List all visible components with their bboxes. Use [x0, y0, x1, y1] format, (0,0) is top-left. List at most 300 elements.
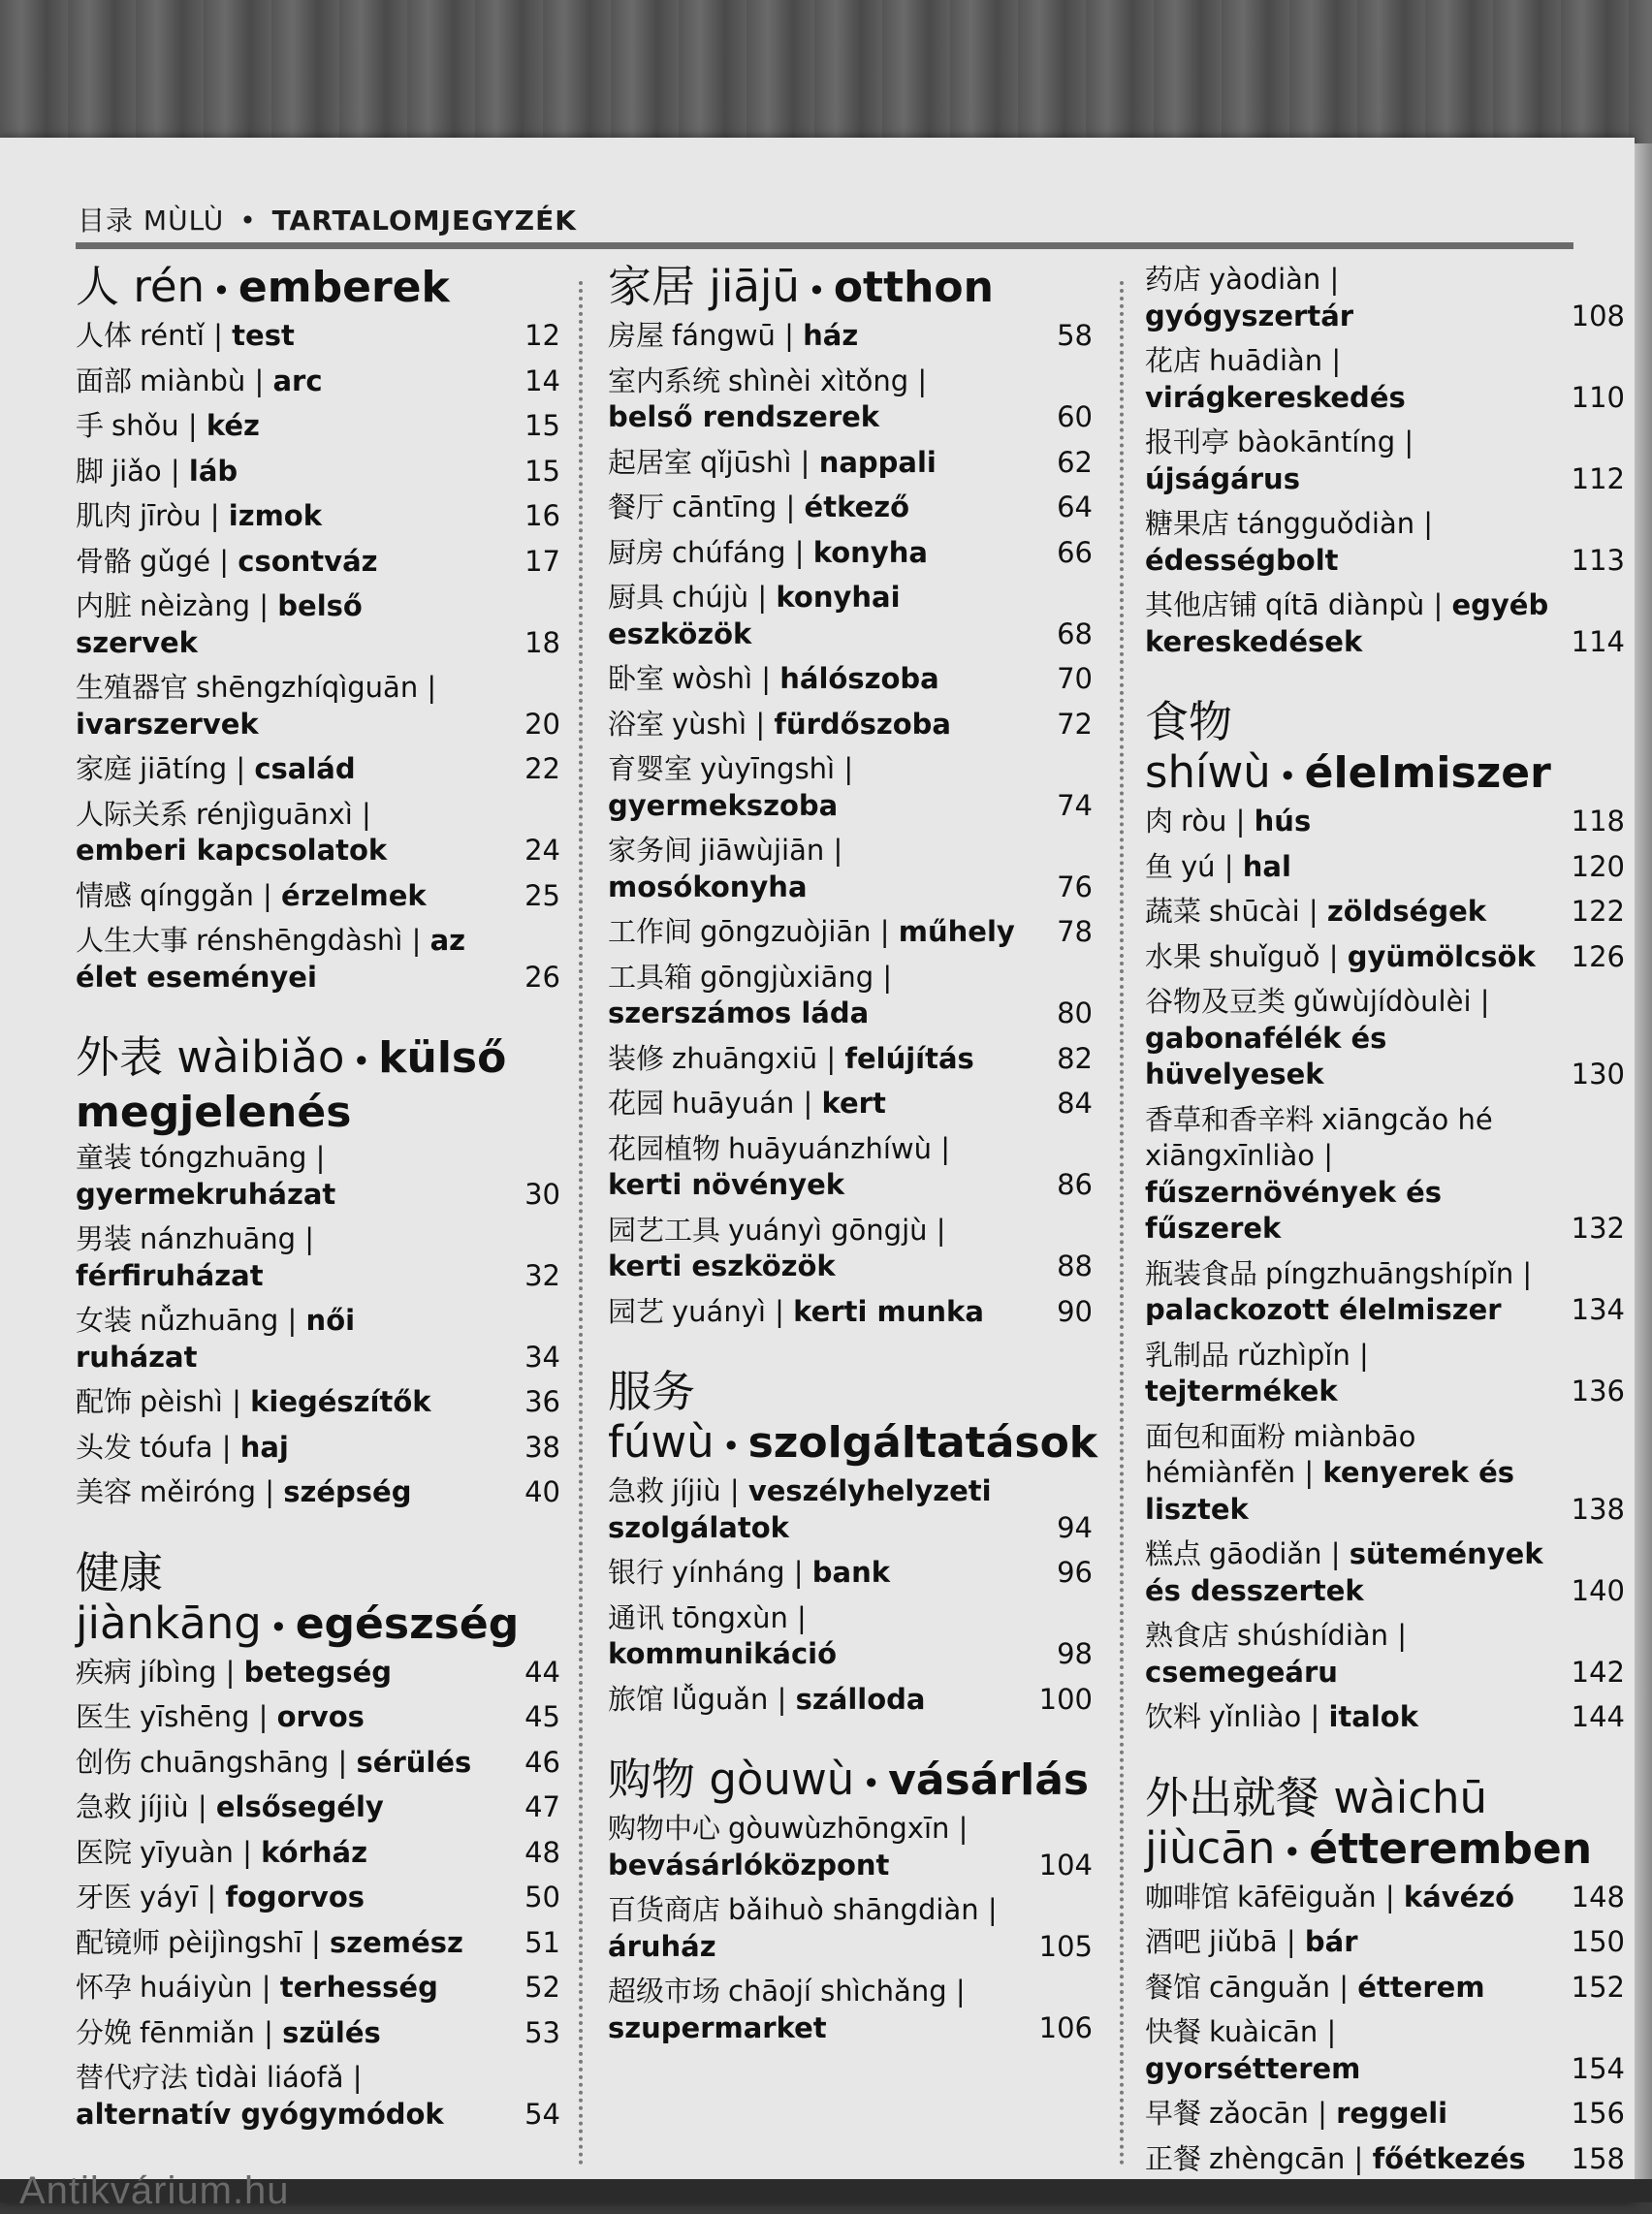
entry-cn: 咖啡馆 — [1145, 1880, 1230, 1914]
entry-cn: 香草和香辛料 — [1145, 1102, 1315, 1136]
toc-entry[interactable] — [76, 1745, 560, 1782]
toc-entry[interactable] — [1145, 506, 1625, 579]
entry-separator: | — [255, 1475, 284, 1508]
entry-text — [76, 878, 427, 915]
entry-text — [608, 1600, 1015, 1673]
entry-hu: egyéb kereskedések — [1145, 588, 1549, 658]
section-title — [76, 262, 560, 316]
section-title-hu: otthon — [833, 263, 994, 312]
toc-entry[interactable] — [608, 535, 1093, 572]
section-title — [76, 1032, 560, 1138]
entry-hu: arc — [272, 364, 323, 397]
entry-pinyin: shúshídiàn — [1237, 1619, 1389, 1652]
toc-section — [608, 1755, 1093, 2046]
toc-entry[interactable] — [76, 318, 560, 355]
entry-cn: 工作间 — [608, 915, 693, 948]
entry-text — [1145, 1419, 1552, 1529]
entry-pinyin: cānguǎn — [1209, 1970, 1331, 2004]
entry-separator: | — [302, 1925, 330, 1959]
entry-cn: 室内系统 — [608, 364, 721, 397]
entry-hu: orvos — [276, 1700, 365, 1733]
entry-text — [76, 454, 238, 490]
toc-entry[interactable] — [1145, 2141, 1625, 2178]
entry-separator: | — [1330, 1970, 1358, 2004]
entry-separator: | — [784, 1556, 812, 1589]
entry-cn: 起居室 — [608, 445, 693, 479]
entry-pinyin: yàodiàn — [1209, 263, 1321, 296]
entry-pinyin: gōngzuòjiān — [700, 915, 872, 948]
entry-text — [608, 1892, 1015, 1965]
section-title-pinyin: wàibiǎo — [176, 1031, 345, 1083]
entry-cn: 男装 — [76, 1222, 133, 1255]
entry-cn: 鱼 — [1145, 849, 1174, 883]
toc-entry[interactable] — [608, 1892, 1093, 1965]
toc-entry[interactable] — [76, 364, 560, 400]
section-title-pinyin: fúwù — [608, 1416, 715, 1468]
section-title-cn: 人 — [76, 261, 120, 312]
entry-cn: 厨具 — [608, 581, 665, 614]
toc-entry[interactable] — [76, 1221, 560, 1294]
entry-hu: italok — [1328, 1700, 1418, 1733]
toc-entry[interactable] — [608, 318, 1093, 355]
entry-pinyin: qítā diànpù — [1265, 588, 1425, 621]
section-title-cn: 购物 — [608, 1754, 696, 1805]
toc-section — [1145, 262, 1625, 660]
toc-entry[interactable] — [1145, 894, 1625, 931]
header-dot: • — [239, 205, 257, 237]
toc-entry[interactable] — [1145, 343, 1625, 416]
entry-page-number: 51 — [524, 1925, 560, 1959]
entry-pinyin: rénshēngdàshì — [196, 924, 403, 957]
toc-entry[interactable] — [1145, 2014, 1625, 2087]
entry-cn: 浴室 — [608, 707, 665, 741]
toc-entry[interactable] — [76, 1655, 560, 1692]
toc-entry[interactable] — [608, 364, 1093, 436]
entry-cn: 医生 — [76, 1700, 133, 1733]
toc-entry[interactable] — [608, 960, 1093, 1032]
toc-entry[interactable] — [608, 1294, 1093, 1331]
entry-cn: 生殖器官 — [76, 671, 189, 704]
entry-pinyin: yú — [1181, 849, 1216, 883]
entry-page-number: 64 — [1057, 490, 1093, 523]
toc-entry[interactable] — [608, 1086, 1093, 1123]
entry-separator: | — [204, 319, 233, 352]
entry-pinyin: tóngzhuāng — [140, 1141, 307, 1174]
entry-cn: 蔬菜 — [1145, 895, 1202, 928]
entry-separator: | — [178, 409, 206, 442]
entry-cn: 糖果店 — [1145, 507, 1230, 540]
entry-page-number: 62 — [1057, 445, 1093, 479]
entry-hu: test — [232, 319, 295, 352]
toc-entry[interactable] — [76, 588, 560, 661]
entry-pinyin: gǔgé — [140, 544, 211, 578]
entry-page-number: 15 — [524, 409, 560, 442]
entry-page-number: 14 — [524, 364, 560, 397]
entry-cn: 童装 — [76, 1141, 133, 1174]
entry-text — [76, 1303, 483, 1376]
toc-entry[interactable] — [76, 878, 560, 915]
toc-entry[interactable] — [608, 707, 1093, 743]
toc-entry[interactable] — [1145, 1536, 1625, 1609]
entry-page-number: 142 — [1571, 1655, 1625, 1689]
entry-hu: sütemények és desszertek — [1145, 1537, 1543, 1607]
toc-entry[interactable] — [608, 490, 1093, 526]
entry-separator: | — [791, 445, 819, 479]
entry-text — [76, 1699, 365, 1736]
entry-hu: kávézó — [1403, 1880, 1515, 1914]
entry-hu: gyermekruházat — [76, 1177, 336, 1211]
entry-text — [76, 1384, 431, 1421]
toc-column-1 — [76, 262, 560, 2169]
toc-entry[interactable] — [608, 1213, 1093, 1285]
section-title-cn: 食物 — [1145, 696, 1233, 747]
entry-cn: 水果 — [1145, 939, 1202, 973]
entry-page-number: 34 — [524, 1340, 560, 1374]
entry-pinyin: zhèngcān — [1209, 2141, 1346, 2175]
entry-text — [1145, 1699, 1418, 1736]
toc-entry[interactable] — [608, 1600, 1093, 1673]
entry-hu: bank — [811, 1556, 891, 1589]
entry-page-number: 130 — [1571, 1058, 1625, 1091]
toc-section — [1145, 697, 1625, 1736]
toc-entry[interactable] — [76, 670, 560, 743]
toc-entry[interactable] — [76, 454, 560, 490]
entry-hu: elsősegély — [215, 1790, 384, 1823]
section-title-pinyin: jiànkāng — [76, 1597, 262, 1649]
entry-separator: | — [1320, 263, 1340, 296]
entry-pinyin: shìnèi xìtǒng — [728, 364, 909, 397]
entry-text — [76, 1789, 384, 1826]
toc-entry[interactable] — [76, 1880, 560, 1916]
entry-hu: fogorvos — [225, 1881, 365, 1914]
entry-separator: | — [233, 1835, 262, 1869]
entry-cn: 快餐 — [1145, 2015, 1202, 2048]
entry-text — [1145, 343, 1552, 416]
entry-separator: | — [871, 915, 899, 948]
toc-entry[interactable] — [1145, 1880, 1625, 1916]
entry-page-number: 44 — [524, 1655, 560, 1689]
entry-cn: 早餐 — [1145, 2097, 1202, 2130]
entry-cn: 育婴室 — [608, 752, 693, 785]
entry-separator: | — [249, 1700, 277, 1733]
toc-entry[interactable] — [76, 2060, 560, 2133]
toc-entry[interactable] — [76, 1835, 560, 1872]
toc-column-3 — [1145, 262, 1625, 2214]
toc-entry[interactable] — [76, 498, 560, 535]
entry-cn: 家庭 — [76, 752, 133, 785]
entry-cn: 面包和面粉 — [1145, 1419, 1287, 1453]
toc-entry[interactable] — [608, 833, 1093, 905]
toc-entry[interactable] — [1145, 1970, 1625, 2007]
entry-text — [608, 751, 1015, 824]
entry-page-number: 70 — [1057, 662, 1093, 695]
entry-pinyin: jiǎo — [111, 454, 162, 488]
toc-entry[interactable] — [76, 2015, 560, 2052]
toc-entry[interactable] — [608, 914, 1093, 951]
entry-separator: | — [794, 1087, 822, 1120]
toc-entry[interactable] — [608, 1473, 1093, 1546]
toc-entry[interactable] — [1145, 587, 1625, 660]
entry-page-number: 114 — [1571, 624, 1625, 658]
entry-cn: 谷物及豆类 — [1145, 985, 1287, 1018]
entry-text — [608, 707, 951, 743]
entry-hu: kerti növények — [608, 1168, 845, 1201]
entry-text — [608, 833, 1015, 905]
entry-page-number: 100 — [1038, 1682, 1093, 1716]
entry-text — [76, 544, 378, 581]
toc-entry[interactable] — [76, 1140, 560, 1213]
toc-entry[interactable] — [1145, 984, 1625, 1093]
entry-pinyin: yīyuàn — [140, 1835, 234, 1869]
entry-pinyin: bǎihuò shāngdiàn — [728, 1893, 979, 1926]
section-title — [1145, 1773, 1625, 1878]
entry-page-number: 15 — [524, 454, 560, 488]
entry-text — [1145, 2141, 1526, 2178]
entry-pinyin: tìdài liáofǎ — [196, 2061, 344, 2094]
entry-hu: bevásárlóközpont — [608, 1848, 890, 1882]
entry-pinyin: shēngzhíqìguān — [196, 671, 419, 704]
entry-pinyin: chúfáng — [672, 535, 786, 569]
toc-entry[interactable] — [76, 1970, 560, 2007]
entry-cn: 女装 — [76, 1304, 133, 1337]
entry-pinyin: yuányì — [672, 1294, 766, 1328]
toc-entry[interactable] — [608, 580, 1093, 652]
entry-hu: belső szervek — [76, 589, 363, 659]
entry-separator: | — [1301, 1700, 1329, 1733]
entry-page-number: 136 — [1571, 1375, 1625, 1407]
entry-separator: | — [188, 1790, 216, 1823]
entry-cn: 工具箱 — [608, 960, 693, 994]
toc-entry[interactable] — [76, 751, 560, 788]
entry-pinyin: miànbù — [140, 364, 246, 397]
toc-entry[interactable] — [608, 661, 1093, 698]
entry-hu: édességbolt — [1145, 543, 1339, 577]
entry-text — [76, 2015, 381, 2052]
entry-separator: | — [874, 960, 893, 994]
section-title-hu: vásárlás — [888, 1755, 1090, 1805]
toc-section — [608, 1366, 1098, 1718]
entry-cn: 其他店铺 — [1145, 588, 1258, 621]
entry-page-number: 108 — [1571, 299, 1625, 332]
toc-entry[interactable] — [608, 1811, 1093, 1883]
entry-pinyin: kuàicān — [1209, 2015, 1318, 2048]
toc-entry[interactable] — [1145, 1256, 1625, 1329]
entry-separator: | — [161, 454, 189, 488]
entry-separator: | — [1322, 344, 1342, 377]
entry-text — [608, 1131, 1015, 1204]
entry-pinyin: qǐjūshì — [700, 445, 792, 479]
entry-page-number: 90 — [1057, 1294, 1093, 1328]
entry-hu: kenyerek és lisztek — [1145, 1456, 1515, 1526]
toc-entry[interactable] — [76, 1789, 560, 1826]
entry-text — [76, 1970, 438, 2007]
entry-text — [1145, 1924, 1358, 1961]
entry-pinyin: fángwū — [672, 319, 776, 352]
entry-cn: 糕点 — [1145, 1537, 1202, 1570]
toc-entry[interactable] — [1145, 1618, 1625, 1691]
entry-pinyin: cāntīng — [672, 490, 778, 523]
toc-entry[interactable] — [608, 1041, 1093, 1078]
entry-text — [76, 1880, 365, 1916]
entry-page-number: 24 — [524, 834, 560, 867]
toc-entry[interactable] — [76, 544, 560, 581]
entry-hu: ivarszervek — [76, 707, 259, 741]
entry-pinyin: lǚguǎn — [672, 1682, 769, 1716]
entry-text — [1145, 262, 1552, 334]
toc-entry[interactable] — [1145, 939, 1625, 976]
section-title — [76, 1548, 560, 1653]
entry-page-number: 94 — [1057, 1510, 1093, 1544]
entry-separator: | — [775, 319, 804, 352]
entry-pinyin: yǐnliào — [1209, 1700, 1302, 1733]
entry-page-number: 118 — [1571, 805, 1625, 838]
entry-page-number: 45 — [524, 1700, 560, 1733]
toc-entry[interactable] — [608, 751, 1093, 824]
entry-page-number: 138 — [1571, 1492, 1625, 1526]
entry-page-number: 26 — [524, 960, 560, 994]
entry-text — [1145, 1536, 1552, 1609]
entry-cn: 分娩 — [76, 2015, 133, 2049]
toc-entry[interactable] — [76, 797, 560, 870]
entry-cn: 旅馆 — [608, 1682, 665, 1716]
entry-hu: gabonafélék és hüvelyesek — [1145, 1021, 1387, 1091]
entry-pinyin: yīshēng — [140, 1700, 250, 1733]
entry-hu: mosókonyha — [608, 870, 808, 903]
watermark: Antikvárium.hu — [19, 2169, 290, 2212]
entry-text — [76, 1655, 392, 1692]
entry-pinyin: nǚzhuāng — [140, 1304, 279, 1337]
toc-entry[interactable] — [608, 445, 1093, 482]
column-separator — [579, 281, 583, 2167]
entry-page-number: 20 — [524, 707, 560, 741]
entry-text — [608, 445, 937, 482]
column-separator — [1120, 281, 1124, 2167]
entry-text — [608, 1086, 886, 1123]
toc-entry[interactable] — [76, 1303, 560, 1376]
entry-separator: | — [768, 1682, 796, 1716]
entry-page-number: 113 — [1571, 543, 1625, 577]
entry-pinyin: píngzhuāngshípǐn — [1265, 1256, 1514, 1290]
toc-entry[interactable] — [1145, 1924, 1625, 1961]
entry-pinyin: měiróng — [140, 1475, 256, 1508]
entry-page-number: 17 — [524, 544, 560, 578]
entry-separator: | — [747, 707, 775, 741]
entry-text — [1145, 1256, 1552, 1329]
toc-column-2 — [608, 261, 1098, 2083]
entry-text — [76, 2060, 483, 2133]
entry-hu: gyümölcsök — [1347, 939, 1536, 973]
entry-hu: palackozott élelmiszer — [1145, 1293, 1502, 1326]
entry-text — [608, 960, 1015, 1032]
entry-page-number: 88 — [1057, 1249, 1093, 1282]
entry-cn: 人生大事 — [76, 924, 189, 957]
toc-entry[interactable] — [1145, 1699, 1625, 1736]
section-title-dot: • — [269, 1608, 288, 1646]
entry-text — [76, 1474, 411, 1511]
entry-pinyin: wòshì — [672, 662, 753, 695]
entry-hu: csontváz — [238, 544, 378, 578]
section-title-pinyin: rén — [133, 261, 206, 312]
toc-entry[interactable] — [76, 1474, 560, 1511]
entry-page-number: 126 — [1571, 939, 1625, 973]
toc-entry[interactable] — [76, 1384, 560, 1421]
entry-text — [608, 1555, 890, 1592]
entry-hu: szemész — [330, 1925, 463, 1959]
entry-cn: 花园植物 — [608, 1131, 721, 1165]
entry-pinyin: nánzhuāng — [140, 1222, 297, 1255]
toc-entry[interactable] — [608, 1682, 1093, 1719]
page-header — [78, 200, 577, 238]
entry-page-number: 72 — [1057, 707, 1093, 741]
entry-cn: 手 — [76, 409, 105, 442]
entry-text — [1145, 506, 1552, 579]
entry-hu: izmok — [228, 499, 323, 532]
entry-separator: | — [198, 1881, 226, 1914]
toc-entry[interactable] — [76, 1699, 560, 1736]
entry-page-number: 82 — [1057, 1041, 1093, 1075]
entry-page-number: 25 — [524, 878, 560, 912]
entry-text — [1145, 804, 1311, 840]
toc-entry[interactable] — [1145, 1338, 1625, 1410]
toc-entry[interactable] — [608, 1131, 1093, 1204]
entry-hu: alternatív gyógymódok — [76, 2097, 444, 2131]
entry-hu: konyhai eszközök — [608, 581, 901, 650]
toc-entry[interactable] — [1145, 2096, 1625, 2133]
toc-entry[interactable] — [76, 923, 560, 996]
toc-section — [76, 1032, 560, 1511]
entry-separator: | — [1321, 1537, 1350, 1570]
toc-entry[interactable] — [608, 1555, 1093, 1592]
toc-entry[interactable] — [1145, 849, 1625, 886]
entry-text — [608, 318, 858, 355]
entry-cn: 头发 — [76, 1430, 133, 1464]
entry-separator: | — [296, 1222, 315, 1255]
toc-entry[interactable] — [1145, 262, 1625, 334]
toc-entry[interactable] — [76, 408, 560, 445]
entry-separator: | — [785, 535, 813, 569]
toc-entry[interactable] — [76, 1430, 560, 1467]
section-title-pinyin: jiājū — [709, 261, 800, 312]
toc-entry[interactable] — [1145, 425, 1625, 497]
entry-pinyin: chújù — [672, 581, 749, 614]
toc-entry[interactable] — [1145, 1419, 1625, 1529]
toc-entry[interactable] — [76, 1925, 560, 1962]
entry-separator: | — [306, 1141, 326, 1174]
section-title-hu: egészség — [295, 1598, 520, 1649]
entry-cn: 园艺 — [608, 1294, 665, 1328]
entry-separator: | — [949, 1812, 969, 1845]
entry-cn: 超级市场 — [608, 1975, 721, 2008]
entry-pinyin: nèizàng — [140, 589, 251, 622]
entry-separator: | — [1315, 1139, 1334, 1172]
section-title-cn: 家居 — [608, 261, 696, 312]
toc-entry[interactable] — [1145, 1102, 1625, 1248]
entry-text — [76, 1745, 471, 1782]
entry-separator: | — [402, 924, 430, 957]
toc-entry[interactable] — [1145, 804, 1625, 840]
entry-page-number: 12 — [524, 319, 560, 352]
toc-entry[interactable] — [608, 1974, 1093, 2046]
entry-separator: | — [946, 1975, 966, 2008]
entry-page-number: 110 — [1571, 380, 1625, 414]
entry-page-number: 68 — [1057, 617, 1093, 650]
entry-cn: 饮料 — [1145, 1700, 1202, 1733]
entry-page-number: 30 — [524, 1177, 560, 1211]
entry-separator: | — [253, 878, 282, 912]
entry-separator: | — [278, 1304, 306, 1337]
entry-text — [76, 923, 483, 996]
entry-text — [1145, 849, 1291, 886]
